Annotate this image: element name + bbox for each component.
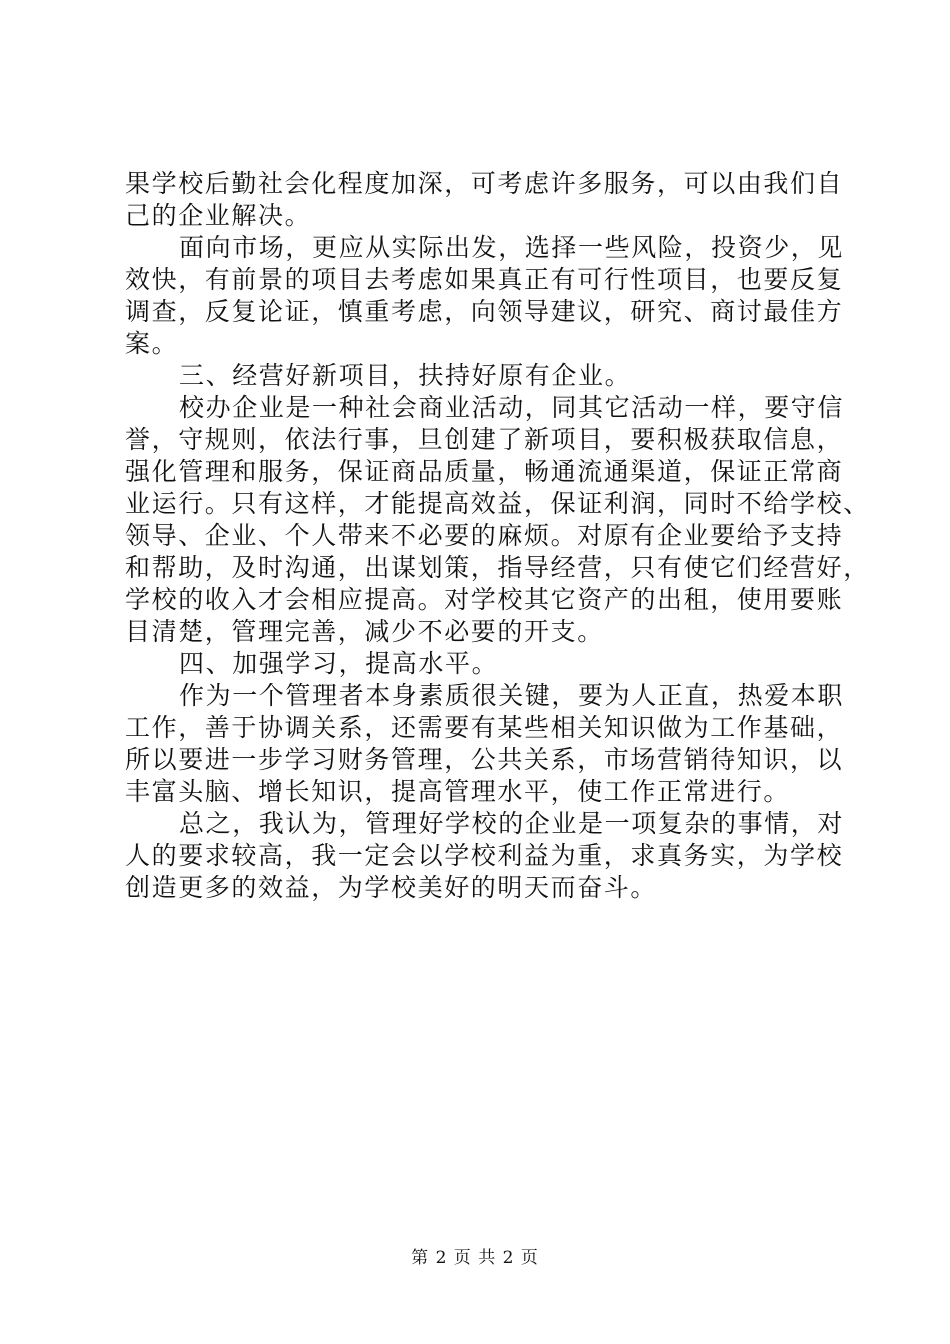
page-number-footer: 第 2 页 共 2 页 <box>411 1248 539 1268</box>
text-line: 案。 <box>125 329 179 358</box>
text-line: 领导、企业、个人带来不必要的麻烦。对原有企业要给予支持 <box>125 521 844 550</box>
document-body <box>125 168 870 904</box>
text-line: 丰富头脑、增长知识，提高管理水平，使工作正常进行。 <box>125 777 791 806</box>
section-heading: 三、经营好新项目，扶持好原有企业。 <box>179 361 632 390</box>
text-line: 果学校后勤社会化程度加深，可考虑许多服务，可以由我们自 <box>125 169 844 198</box>
text-line: 目清楚，管理完善，减少不必要的开支。 <box>125 617 604 646</box>
text-line: 面向市场，更应从实际出发，选择一些风险，投资少，见 <box>179 233 845 262</box>
text-line: 己的企业解决。 <box>125 201 312 230</box>
text-line: 作为一个管理者本身素质很关键，要为人正直，热爱本职 <box>179 681 845 710</box>
text-line: 强化管理和服务，保证商品质量，畅通流通渠道，保证正常商 <box>125 457 844 486</box>
text-line: 人的要求较高，我一定会以学校利益为重，求真务实，为学校 <box>125 841 844 870</box>
text-line: 校办企业是一种社会商业活动，同其它活动一样，要守信 <box>179 393 845 422</box>
section-heading: 四、加强学习，提高水平。 <box>179 649 499 678</box>
text-line: 誉，守规则，依法行事，旦创建了新项目，要积极获取信息， <box>125 425 844 454</box>
text-line: 效快，有前景的项目去考虑如果真正有可行性项目，也要反复 <box>125 265 844 294</box>
text-line: 工作，善于协调关系，还需要有某些相关知识做为工作基础， <box>125 713 844 742</box>
text-line: 学校的收入才会相应提高。对学校其它资产的出租，使用要账 <box>125 585 844 614</box>
text-line: 总之，我认为，管理好学校的企业是一项复杂的事情，对 <box>179 809 845 838</box>
text-line: 业运行。只有这样，才能提高效益，保证利润，同时不给学校、 <box>125 489 870 518</box>
text-line: 调查，反复论证，慎重考虑，向领导建议，研究、商讨最佳方 <box>125 297 844 326</box>
text-line: 和帮助，及时沟通，出谋划策，指导经营，只有使它们经营好， <box>125 553 870 582</box>
text-line: 所以要进一步学习财务管理，公共关系，市场营销待知识，以 <box>125 745 844 774</box>
text-line: 创造更多的效益，为学校美好的明天而奋斗。 <box>125 873 658 902</box>
